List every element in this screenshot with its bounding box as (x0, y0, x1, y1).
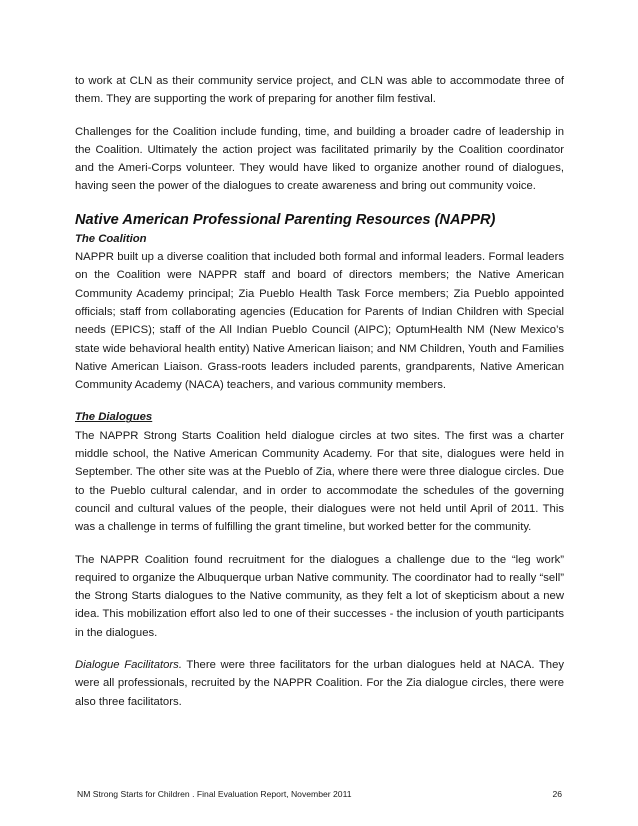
paragraph-challenges: Challenges for the Coalition include funding, time, and building a broader cadre of leadership in the Coalition. Ultimately the action project was facilitated primarily by the Coalition coordinator and the Ameri-Corps volunteer. They would have liked to organize another round of dialogues, having seen the power of the dialogues to create awareness and bring out community voice. (75, 125, 564, 193)
facilitators-lead: Dialogue Facilitators. (75, 659, 182, 672)
subheading-dialogues: The Dialogues (75, 411, 153, 424)
paragraph-recruitment: The NAPPR Coalition found recruitment for the dialogues a challenge due to the “leg work” required to organize the Albuquerque urban Native community. The coordinator had to really “sell” the Strong Starts dialogues to the Native community, as they felt a lot of skepticism about a new idea. This mobilization effort also led to one of their successes - the inclusion of youth participants in the dialogues. (75, 553, 564, 639)
page-body (75, 72, 564, 711)
paragraph-dialogues: The NAPPR Strong Starts Coalition held dialogue circles at two sites. The first was a charter middle school, the Native American Community Academy. For that site, dialogues were held in September. The other site was at the Pueblo of Zia, where there were three dialogue circles. Due to the Pueblo cultural calendar, and in order to accommodate the schedules of the governing council and cultural values of the people, their dialogues were not held until April of 2011. This was a challenge in terms of fulfilling the grant timeline, but worked better for the community. (75, 429, 564, 534)
footer-report-title: NM Strong Starts for Children . Final Evaluation Report, November 2011 (77, 789, 352, 799)
paragraph-continuation: to work at CLN as their community service project, and CLN was able to accommodate three of them. They are supporting the work of preparing for another film festival. (75, 75, 564, 106)
subheading-coalition: The Coalition (75, 232, 147, 245)
paragraph-facilitators (75, 656, 564, 711)
page-number: 26 (552, 789, 562, 799)
page-footer (77, 788, 562, 800)
section-title: Native American Professional Parenting Resources (NAPPR) (75, 211, 496, 228)
paragraph-coalition: NAPPR built up a diverse coalition that included both formal and informal leaders. Formal leaders on the Coalition were NAPPR staff and board of directors members; the Native American Community Academy principal; Zia Pueblo Health Task Force members; Zia Pueblo appointed officials; staff from collaborating agencies (Education for Parents of Indian Children with Special needs (EPICS); staff of the All Indian Pueblo Council (AIPC); OptumHealth NM (New Mexico’s state wide behavioral health entity) Native American liaison; and NM Children, Youth and Families Native American Liaison. Grass-roots leaders included parents, grandparents, Native American Community Academy (NACA) teachers, and various community members. (75, 251, 564, 392)
facilitators-text: There were three facilitators for the urban dialogues held at NACA. They were all professionals, recruited by the NAPPR Coalition. For the Zia dialogue circles, there were also three facilitators. (75, 659, 564, 708)
